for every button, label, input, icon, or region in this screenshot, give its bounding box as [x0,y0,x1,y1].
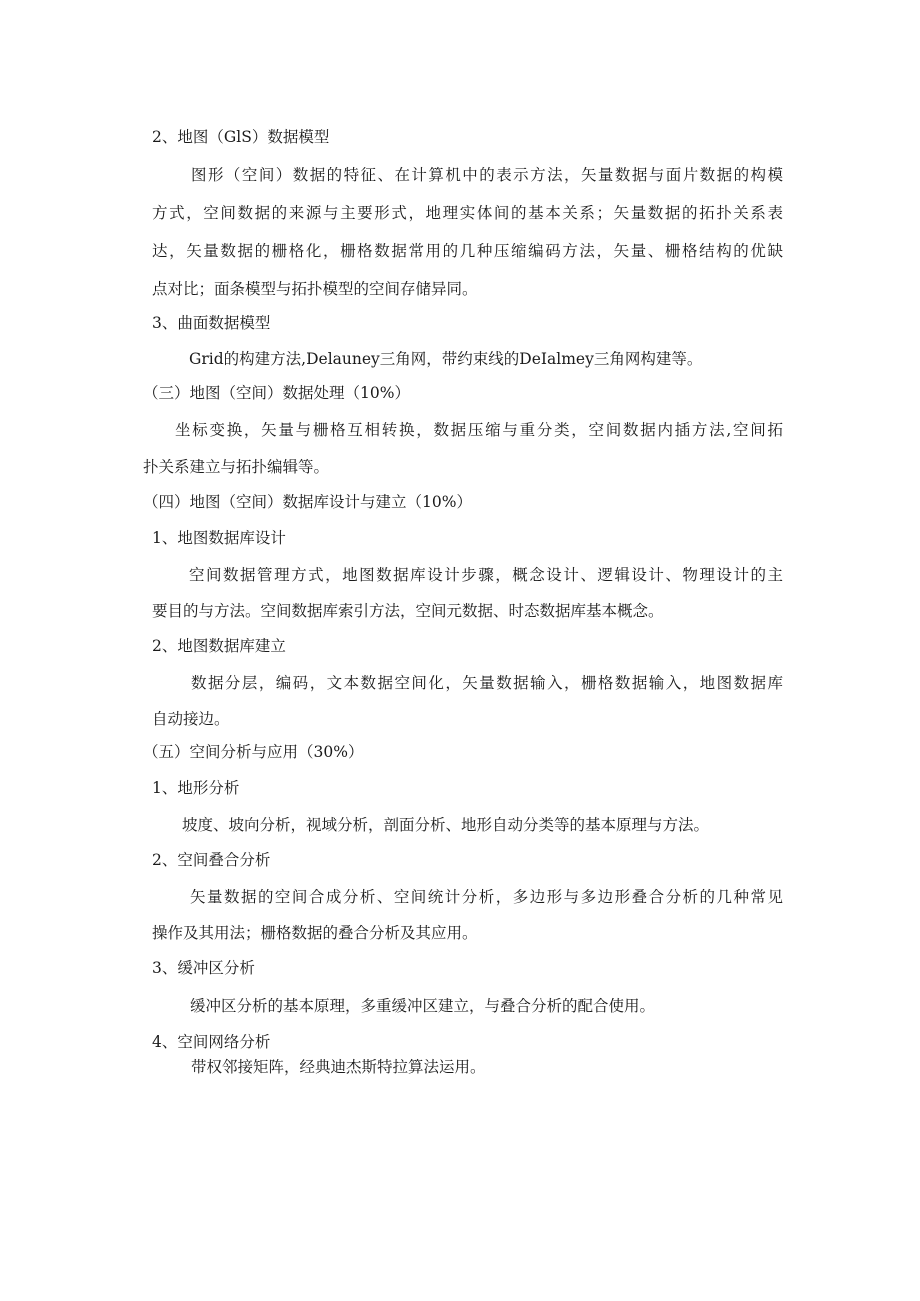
chapter-heading-data-processing: （三）地图（空间）数据处理（10%） [143,384,410,402]
paragraph-line: 坐标变换，矢量与栅格互相转换，数据压缩与重分类，空间数据内插方法,空间拓 [175,421,783,439]
paragraph-line: Grid的构建方法,Delauney三角网，带约束线的DeIalmey三角网构建等。 [189,350,703,368]
paragraph-line: 达，矢量数据的栅格化，栅格数据常用的几种压缩编码方法，矢量、栅格结构的优缺 [152,242,783,260]
chapter-heading-database: （四）地图（空间）数据库设计与建立（10%） [143,493,472,511]
paragraph-line: 扑关系建立与拓扑编辑等。 [143,458,330,476]
paragraph-line: 空间数据管理方式，地图数据库设计步骤，概念设计、逻辑设计、物理设计的主 [189,566,783,584]
paragraph-line: 图形（空间）数据的特征、在计算机中的表示方法，矢量数据与面片数据的构模 [191,166,783,184]
paragraph-line: 数据分层，编码，文本数据空间化，矢量数据输入，栅格数据输入，地图数据库 [191,674,783,692]
paragraph-line: 缓冲区分析的基本原理，多重缓冲区建立，与叠合分析的配合使用。 [190,997,656,1015]
paragraph-line: 矢量数据的空间合成分析、空间统计分析，多边形与多边形叠合分析的几种常见 [190,888,783,906]
section-heading-terrain-analysis: 1、地形分析 [152,779,240,797]
section-heading-database-build: 2、地图数据库建立 [152,637,286,655]
paragraph-line: 要目的与方法。空间数据库索引方法，空间元数据、时态数据库基本概念。 [152,602,664,620]
paragraph-line: 方式，空间数据的来源与主要形式，地理实体间的基本关系；矢量数据的拓扑关系表 [152,204,783,222]
paragraph-line: 自动接边。 [152,710,230,728]
chapter-heading-spatial-analysis: （五）空间分析与应用（30%） [143,743,364,761]
section-heading-gis-data-model: 2、地图（GlS）数据模型 [152,128,330,146]
section-heading-network-analysis: 4、空间网络分析 [152,1033,271,1051]
section-heading-database-design: 1、地图数据库设计 [152,529,286,547]
paragraph-line: 坡度、坡向分析，视域分析，剖面分析、地形自动分类等的基本原理与方法。 [182,816,710,834]
section-heading-surface-data-model: 3、曲面数据模型 [152,314,271,332]
paragraph-line: 点对比；面条模型与拓扑模型的空间存储异同。 [152,280,478,298]
section-heading-buffer-analysis: 3、缓冲区分析 [152,959,255,977]
paragraph-line: 带权邻接矩阵，经典迪杰斯特拉算法运用。 [191,1058,486,1076]
section-heading-overlay-analysis: 2、空间叠合分析 [152,851,271,869]
paragraph-line: 操作及其用法；栅格数据的叠合分析及其应用。 [152,924,478,942]
